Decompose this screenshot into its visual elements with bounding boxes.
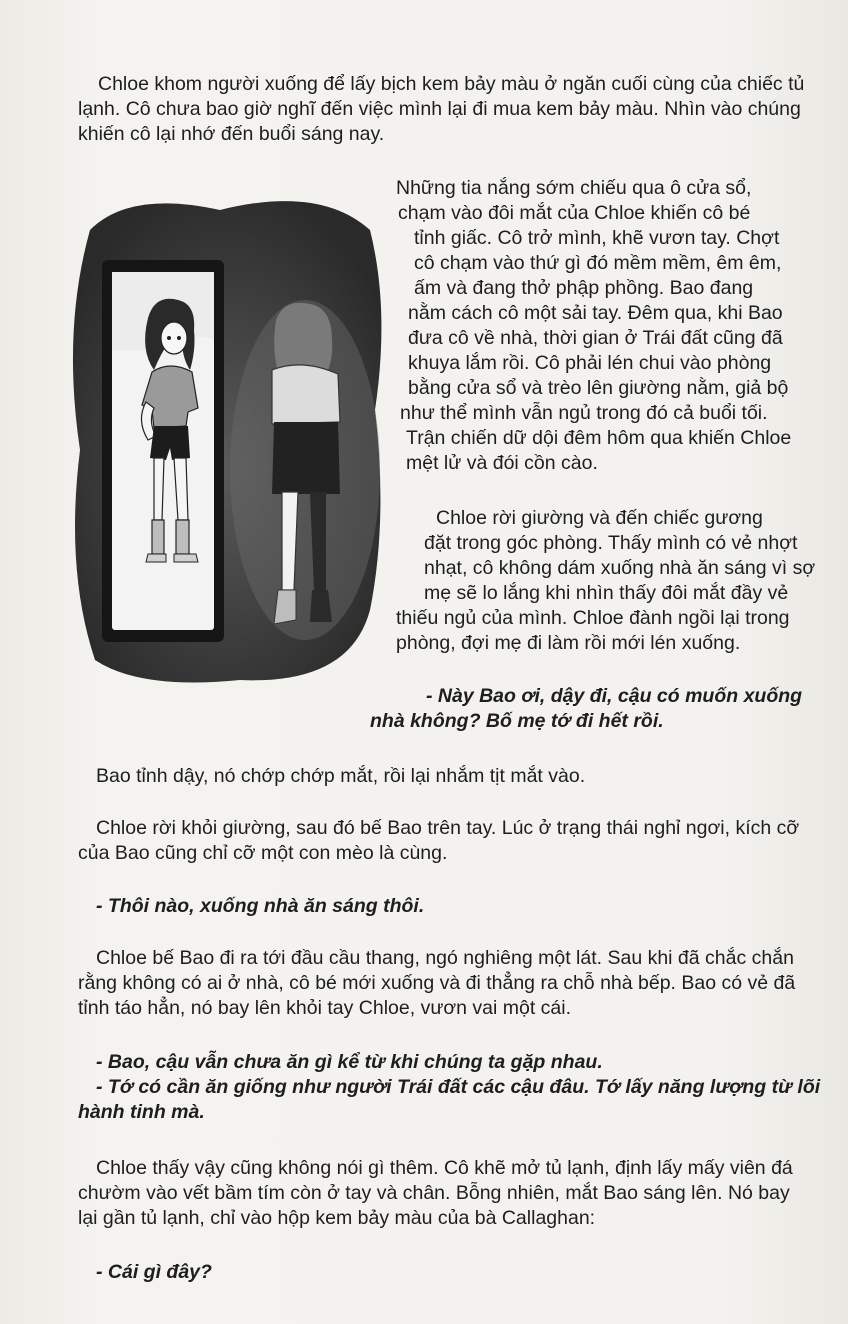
- text-line: chạm vào đôi mắt của Chloe khiến cô bé: [398, 202, 751, 224]
- text-line: nhạt, cô không dám xuống nhà ăn sáng vì sợ: [424, 557, 816, 579]
- text-line: Chloe khom người xuống để lấy bịch kem bảy màu ở ngăn cuối cùng của chiếc tủ: [98, 73, 805, 95]
- text-line: lạnh. Cô chưa bao giờ nghĩ đến việc mình lại đi mua kem bảy màu. Nhìn vào chúng: [78, 98, 801, 120]
- text-line: cô chạm vào thứ gì đó mềm mềm, êm êm,: [414, 252, 782, 274]
- text-line: mệt lử và đói cồn cào.: [406, 452, 598, 474]
- text-line: lại gần tủ lạnh, chỉ vào hộp kem bảy màu của bà Callaghan:: [78, 1207, 596, 1229]
- text-line: tỉnh táo hẳn, nó bay lên khỏi tay Chloe, vươn vai một cái.: [78, 997, 572, 1019]
- dialogue-4: [96, 1260, 816, 1285]
- text-line: Chloe thấy vậy cũng không nói gì thêm. Cô khẽ mở tủ lạnh, định lấy mấy viên đá: [96, 1157, 793, 1179]
- text-line: ấm và đang thở phập phồng. Bao đang: [414, 277, 754, 299]
- text-line: Bao tỉnh dậy, nó chớp chớp mắt, rồi lại nhắm tịt mắt vào.: [96, 765, 586, 787]
- text-line: Chloe rời khỏi giường, sau đó bế Bao trên tay. Lúc ở trạng thái nghỉ ngơi, kích cỡ: [96, 817, 800, 839]
- text-line: hành tinh mà.: [78, 1101, 205, 1123]
- text-line: Những tia nắng sớm chiếu qua ô cửa sổ,: [396, 177, 752, 199]
- text-line: bằng cửa sổ và trèo lên giường nằm, giả bộ: [408, 377, 789, 399]
- text-line: chườm vào vết bầm tím còn ở tay và chân. Bỗng nhiên, mắt Bao sáng lên. Nó bay: [78, 1182, 790, 1204]
- text-line: khuya lắm rồi. Cô phải lén chui vào phòng: [408, 352, 772, 374]
- paragraph-1: [78, 72, 823, 147]
- text-line: nằm cách cô một sải tay. Đêm qua, khi Bao: [408, 302, 783, 324]
- dialogue-2: [96, 894, 816, 919]
- paragraph-2: [396, 176, 822, 476]
- text-line: thiếu ngủ của mình. Chloe đành ngồi lại trong: [396, 607, 790, 629]
- dialogue-1: [370, 684, 822, 734]
- text-line: Chloe bế Bao đi ra tới đầu cầu thang, ngó nghiêng một lát. Sau khi đã chắc chắn: [96, 947, 794, 969]
- text-line: - Bao, cậu vẫn chưa ăn gì kể từ khi chúng ta gặp nhau.: [96, 1051, 603, 1073]
- paragraph-6: [78, 816, 823, 866]
- dialogue-3: [78, 1050, 823, 1125]
- text-line: như thể mình vẫn ngủ trong đó cả buổi tối.: [400, 402, 768, 424]
- mirror-girl-illustration: [70, 190, 382, 690]
- text-line: đặt trong góc phòng. Thấy mình có vẻ nhợt: [424, 532, 798, 554]
- text-line: - Này Bao ơi, dậy đi, cậu có muốn xuống: [426, 685, 803, 707]
- paragraph-8: [78, 946, 823, 1021]
- text-line: khiến cô lại nhớ đến buổi sáng nay.: [78, 123, 385, 145]
- text-line: của Bao cũng chỉ cỡ một con mèo là cùng.: [78, 842, 448, 864]
- paragraph-5: [96, 764, 816, 789]
- text-line: Trận chiến dữ dội đêm hôm qua khiến Chloe: [406, 427, 792, 449]
- paragraph-3: [396, 506, 822, 656]
- text-line: - Thôi nào, xuống nhà ăn sáng thôi.: [96, 895, 425, 917]
- text-line: phòng, đợi mẹ đi làm rồi mới lén xuống.: [396, 632, 741, 654]
- text-line: - Tớ có cần ăn giống như người Trái đất các cậu đâu. Tớ lấy năng lượng từ lõi: [96, 1076, 821, 1098]
- mirror-frame: [102, 260, 224, 642]
- text-line: tỉnh giấc. Cô trở mình, khẽ vươn tay. Chợt: [414, 227, 780, 249]
- text-line: rằng không có ai ở nhà, cô bé mới xuống và đi thẳng ra chỗ nhà bếp. Bao có vẻ đã: [78, 972, 796, 994]
- text-line: Chloe rời giường và đến chiếc gương: [436, 507, 763, 529]
- text-line: đưa cô về nhà, thời gian ở Trái đất cũng đã: [408, 327, 783, 349]
- paragraph-10: [78, 1156, 823, 1231]
- text-line: nhà không? Bố mẹ tớ đi hết rồi.: [370, 710, 664, 732]
- text-line: mẹ sẽ lo lắng khi nhìn thấy đôi mắt đầy vẻ: [424, 582, 789, 604]
- text-line: - Cái gì đây?: [96, 1261, 212, 1283]
